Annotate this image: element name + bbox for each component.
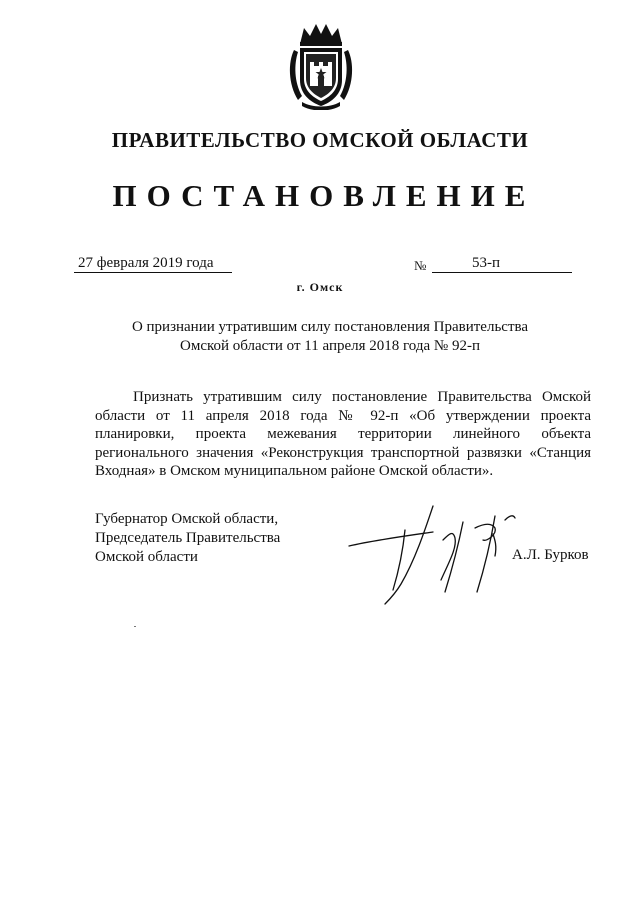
number-sign: № xyxy=(414,258,427,273)
document-body: Признать утратившим силу постановление Правительства Омской области от 11 апреля 2018 года № 92-п «Об утверждении проекта планировки, проекта межевания территории линейного объекта регионального значения «Реконструкция транспортной развязки «Станция Входная» в Омском муниципальном районе Омской области». xyxy=(95,389,591,480)
document-type-title: ПОСТАНОВЛЕНИЕ xyxy=(112,178,536,213)
subject-line: Омской области от 11 апреля 2018 года № 92-п xyxy=(180,338,480,354)
organization-title: ПРАВИТЕЛЬСТВО ОМСКОЙ ОБЛАСТИ xyxy=(111,128,529,152)
signer-position xyxy=(95,510,280,567)
scan-speck xyxy=(134,626,136,627)
number-underline xyxy=(432,256,572,273)
subject-line: О признании утратившим силу постановления Правительства xyxy=(131,319,529,335)
signer-position-line: Губернатор Омской области, xyxy=(95,511,279,527)
signer-position-line: Омской области xyxy=(95,549,198,565)
coat-of-arms-emblem xyxy=(286,22,356,110)
document-subject xyxy=(120,318,540,356)
signer-name: А.Л. Бурков xyxy=(512,547,589,563)
document-number: 53-п xyxy=(472,255,501,271)
handwritten-signature xyxy=(345,500,520,610)
document-date: 27 февраля 2019 года xyxy=(78,255,214,271)
signer-position-line: Председатель Правительства xyxy=(95,530,281,546)
city-label: г. Омск xyxy=(296,280,344,294)
